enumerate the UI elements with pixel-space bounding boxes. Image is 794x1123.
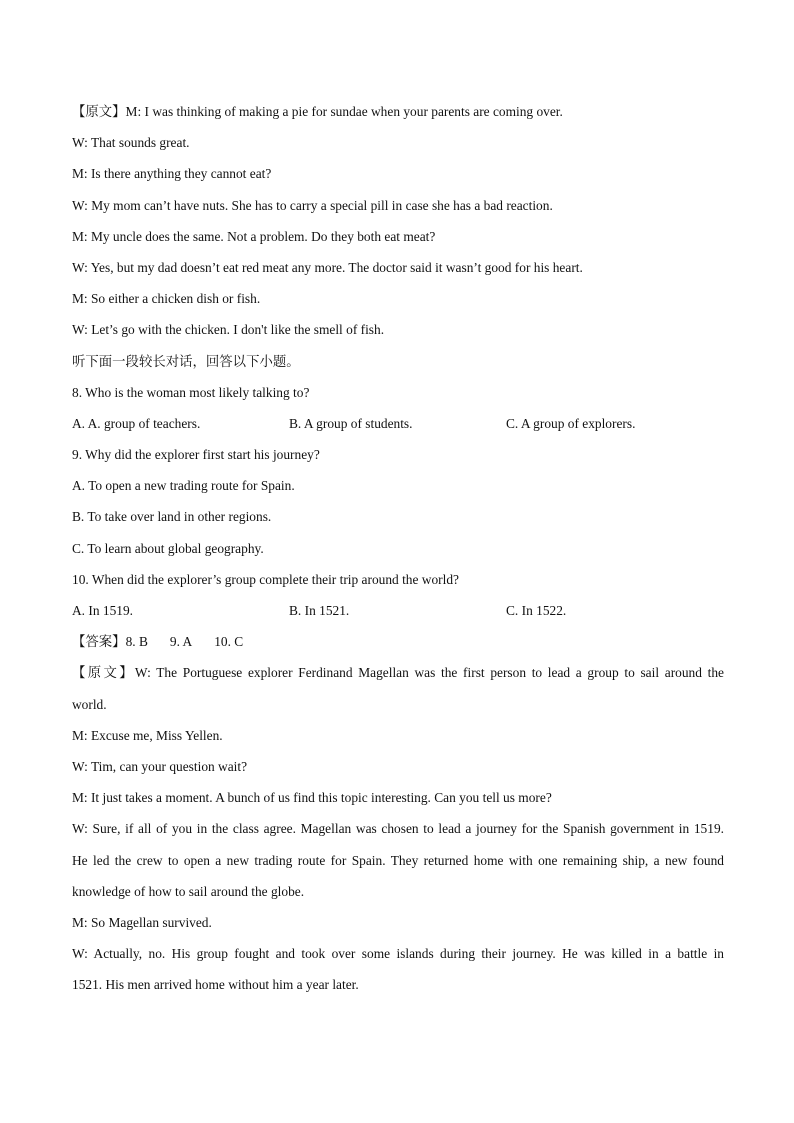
- question-10-options: [72, 600, 724, 631]
- option-b: B. In 1521.: [289, 603, 350, 618]
- answer-8: 8. B: [125, 634, 148, 650]
- section-instruction: 听下面一段较长对话，回答以下小题。: [72, 353, 300, 369]
- option-a: A. A. group of teachers.: [72, 415, 201, 431]
- transcript-line: M: Excuse me, Miss Yellen.: [72, 727, 223, 743]
- answer-label: 【答案】: [72, 634, 126, 650]
- question-9: 9. Why did the explorer first start his journey?: [72, 447, 320, 463]
- transcript-line: W: Let’s go with the chicken. I don't like the smell of fish.: [72, 322, 385, 338]
- question-9-option-b: B. To take over land in other regions.: [72, 509, 272, 525]
- transcript-line: M: Is there anything they cannot eat?: [72, 166, 272, 182]
- question-10: 10. When did the explorer’s group complete their trip around the world?: [72, 571, 459, 587]
- option-c: C. In 1522.: [506, 603, 567, 618]
- answer-key: [72, 631, 724, 662]
- transcript-line: 【原文】M: I was thinking of making a pie for sundae when your parents are coming over.: [72, 104, 563, 119]
- question-8-options: [72, 413, 724, 444]
- transcript-line: W: Tim, can your question wait?: [72, 758, 248, 774]
- question-9-option-c: C. To learn about global geography.: [72, 540, 264, 556]
- question-8: 8. Who is the woman most likely talking to?: [72, 384, 310, 400]
- document-content: [72, 101, 724, 1005]
- answer-10: 10. C: [214, 634, 244, 650]
- transcript-line: W: Sure, if all of you in the class agree. Magellan was chosen to lead a journey for the Spanish government in 1519.: [72, 821, 724, 837]
- option-c: C. A group of explorers.: [506, 415, 636, 431]
- transcript-line: M: My uncle does the same. Not a problem. Do they both eat meat?: [72, 228, 436, 244]
- transcript-line: M: So Magellan survived.: [72, 914, 212, 930]
- transcript-line: W: Actually, no. His group fought and took over some islands during their journey. He was killed in a battle in: [72, 946, 724, 962]
- transcript-line: He led the crew to open a new trading route for Spain. They returned home with one remaining ship, a new found: [72, 852, 724, 868]
- transcript-line: 【原文】W: The Portuguese explorer Ferdinand Magellan was the first person to lead a group to sail around the: [72, 665, 724, 681]
- transcript-line: W: My mom can’t have nuts. She has to carry a special pill in case she has a bad reaction.: [72, 197, 553, 213]
- answer-9: 9. A: [169, 634, 193, 650]
- transcript-line: 1521. His men arrived home without him a year later.: [72, 977, 359, 993]
- transcript-line: M: It just takes a moment. A bunch of us find this topic interesting. Can you tell us more?: [72, 790, 552, 806]
- transcript-line: knowledge of how to sail around the globe.: [72, 883, 305, 899]
- transcript-line: world.: [72, 696, 107, 712]
- transcript-line: W: Yes, but my dad doesn’t eat red meat any more. The doctor said it wasn’t good for his heart.: [72, 259, 583, 275]
- transcript-line: W: That sounds great.: [72, 135, 190, 151]
- transcript-line: M: So either a chicken dish or fish.: [72, 291, 261, 307]
- question-9-option-a: A. To open a new trading route for Spain.: [72, 478, 295, 494]
- option-b: B. A group of students.: [289, 415, 413, 431]
- option-a: A. In 1519.: [72, 603, 133, 618]
